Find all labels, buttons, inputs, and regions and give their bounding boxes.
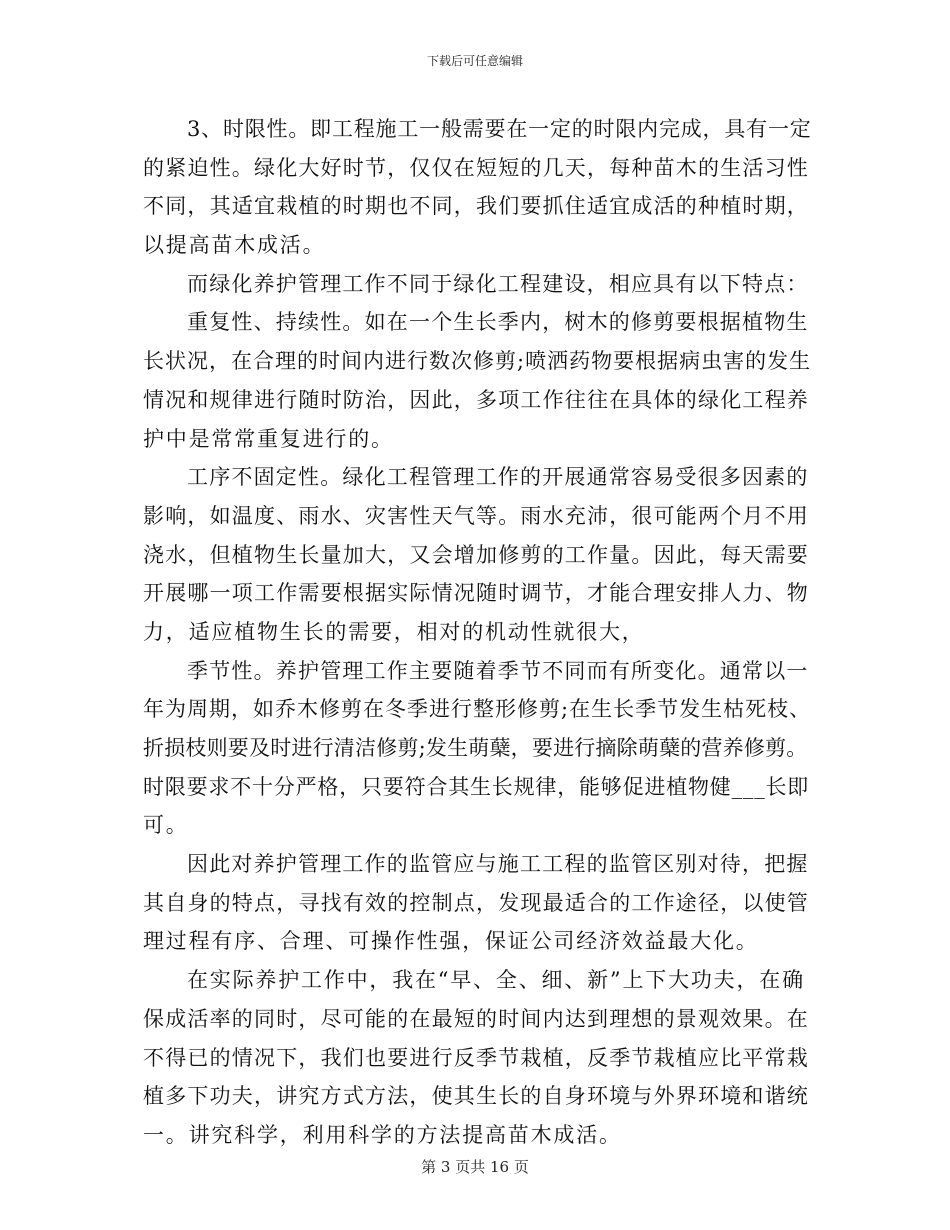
text-line: 季节性。养护管理工作主要随着季节不同而有所变化。通常以一 [187, 658, 809, 683]
text-line: 可。 [143, 813, 189, 838]
text-line: 重复性、持续性。如在一个生长季内，树木的修剪要根据植物生 [187, 310, 809, 335]
text-line: 而绿化养护管理工作不同于绿化工程建设，相应具有以下特点： [187, 271, 809, 296]
text-line: 工序不固定性。绿化工程管理工作的开展通常容易受很多因素的 [187, 465, 809, 490]
text-line: 浇水，但植物生长量加大，又会增加修剪的工作量。因此，每天需要 [143, 542, 809, 567]
text-line: 年为周期，如乔木修剪在冬季进行整形修剪;在生长季节发生枯死枝、 [143, 697, 812, 722]
text-line: 一。讲究科学，利用科学的方法提高苗木成活。 [143, 1122, 622, 1147]
text-line: 的紧迫性。绿化大好时节，仅仅在短短的几天，每种苗木的生活习性 [143, 155, 809, 180]
text-line: 影响，如温度、雨水、灾害性天气等。雨水充沛，很可能两个月不用 [143, 503, 809, 528]
text-line: 因此对养护管理工作的监管应与施工工程的监管区别对待，把握 [187, 852, 809, 877]
text-line: 3、时限性。即工程施工一般需要在一定的时限内完成，具有一定 [187, 117, 812, 141]
text-line: 不得已的情况下，我们也要进行反季节栽植，反季节栽植应比平常栽 [143, 1045, 809, 1070]
text-line: 护中是常常重复进行的。 [143, 426, 394, 451]
text-line: 力，适应植物生长的需要，相对的机动性就很大， [143, 619, 645, 644]
page-header: 下载后可任意编辑 [426, 54, 523, 68]
text-line: 理过程有序、合理、可操作性强，保证公司经济效益最大化。 [143, 929, 759, 954]
text-line: 以提高苗木成活。 [143, 233, 326, 258]
text-line: 折损枝则要及时进行清洁修剪;发生萌蘖，要进行摘除萌蘖的营养修剪。 [143, 736, 808, 760]
text-line: 长状况，在合理的时间内进行数次修剪;喷洒药物要根据病虫害的发生 [143, 349, 812, 374]
text-line: 不同，其适宜栽植的时期也不同，我们要抓住适宜成活的种植时期， [143, 194, 809, 219]
page-number-footer: 第 3 页共 16 页 [421, 1158, 529, 1176]
text-line: 开展哪一项工作需要根据实际情况随时调节，才能合理安排人力、物 [143, 581, 809, 606]
text-line: 在实际养护工作中，我在“早、全、细、新”上下大功夫，在确 [187, 968, 805, 993]
document-body [143, 110, 813, 1155]
text-line: 时限要求不十分严格，只要符合其生长规律，能够促进植物健___长即 [143, 774, 810, 799]
text-line: 情况和规律进行随时防治，因此，多项工作往往在具体的绿化工程养 [143, 387, 809, 412]
text-line: 其自身的特点，寻找有效的控制点，发现最适合的工作途径，以使管 [143, 890, 809, 915]
text-line: 保成活率的同时，尽可能的在最短的时间内达到理想的景观效果。在 [143, 1006, 809, 1031]
text-line: 植多下功夫，讲究方式方法，使其生长的自身环境与外界环境和谐统 [143, 1084, 809, 1109]
